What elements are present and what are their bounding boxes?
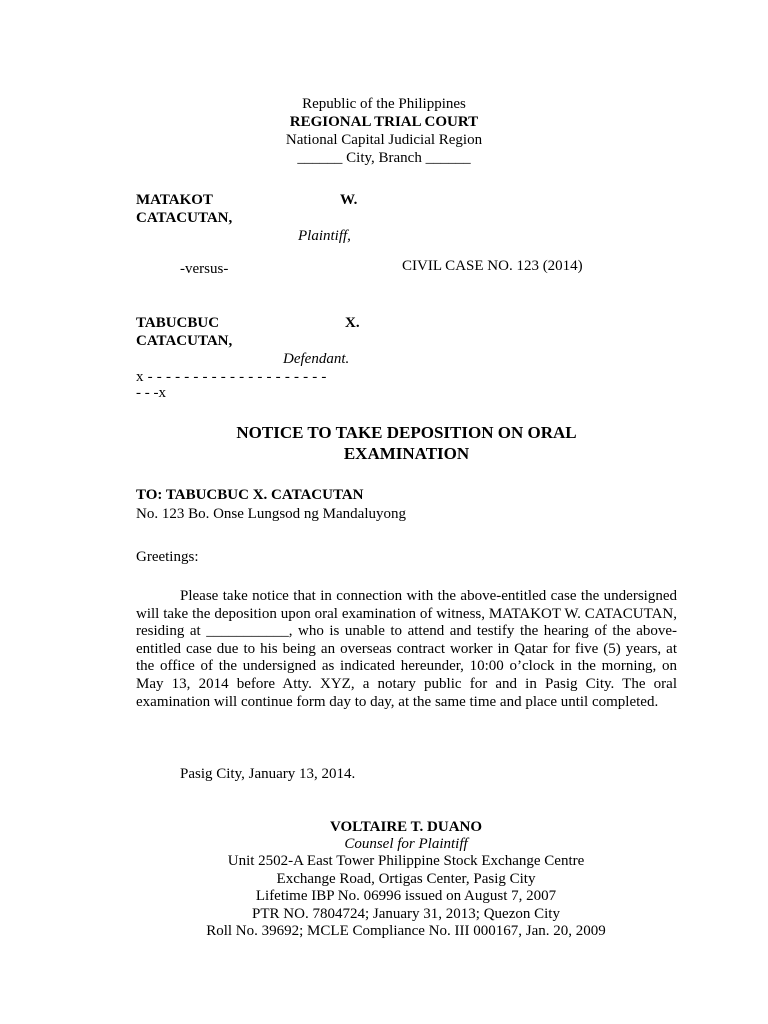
header-region: National Capital Judicial Region [285, 132, 483, 148]
notice-title-line2: EXAMINATION [343, 444, 470, 463]
caption-divider-line1: x - - - - - - - - - - - - - - - - - - - - [136, 369, 327, 385]
plaintiff-name-first: MATAKOT [136, 192, 213, 208]
addressee-address: No. 123 Bo. Onse Lungsod ng Mandaluyong [136, 506, 406, 522]
plaintiff-surname: CATACUTAN, [136, 210, 233, 226]
defendant-name-initial: X. [345, 315, 360, 331]
versus-label: -versus- [180, 261, 229, 277]
date-line: Pasig City, January 13, 2014. [180, 766, 356, 782]
defendant-surname: CATACUTAN, [136, 333, 233, 349]
greeting: Greetings: [136, 549, 199, 565]
defendant-role: Defendant. [283, 351, 350, 367]
signatory-name: VOLTAIRE T. DUANO [329, 819, 483, 835]
notice-title-line1: NOTICE TO TAKE DEPOSITION ON ORAL [236, 423, 577, 442]
signatory-ibp: Lifetime IBP No. 06996 issued on August 7, 2007 [255, 888, 557, 904]
signatory-ptr: PTR NO. 7804724; January 31, 2013; Quezon City [252, 906, 560, 922]
plaintiff-role: Plaintiff, [298, 228, 351, 244]
caption-divider-line2: - - -x [136, 385, 166, 401]
defendant-name-first: TABUCBUC [136, 315, 220, 331]
signatory-address-line1: Unit 2502-A East Tower Philippine Stock Exchange Centre [227, 853, 585, 869]
case-number: CIVIL CASE NO. 123 (2014) [402, 258, 583, 274]
signatory-role: Counsel for Plaintiff [344, 836, 468, 852]
header-republic: Republic of the Philippines [302, 96, 466, 112]
signatory-address-line2: Exchange Road, Ortigas Center, Pasig City [276, 871, 536, 887]
plaintiff-name-initial: W. [340, 192, 358, 208]
body-paragraph: Please take notice that in connection with the above-entitled case the undersigned will take the deposition upon oral examination of witness, MATAKOT W. CATACUTAN, residing at ___________, who is unable to attend and testify the hearing of the above-entitled case due to his being an overseas contract worker in Qatar for five (5) years, at the office of the undersigned as indicated hereunder, 10:00 o’clock in the morning, on May 13, 2014 before Atty. XYZ, a notary public for and in Pasig City. The oral examination will continue form day to day, at the same time and place until completed. [136, 588, 677, 710]
header-court: REGIONAL TRIAL COURT [289, 114, 479, 130]
header-branch: ______ City, Branch ______ [297, 150, 471, 166]
addressee-to: TO: TABUCBUC X. CATACUTAN [136, 487, 364, 503]
signatory-roll: Roll No. 39692; MCLE Compliance No. III 000167, Jan. 20, 2009 [206, 923, 606, 939]
